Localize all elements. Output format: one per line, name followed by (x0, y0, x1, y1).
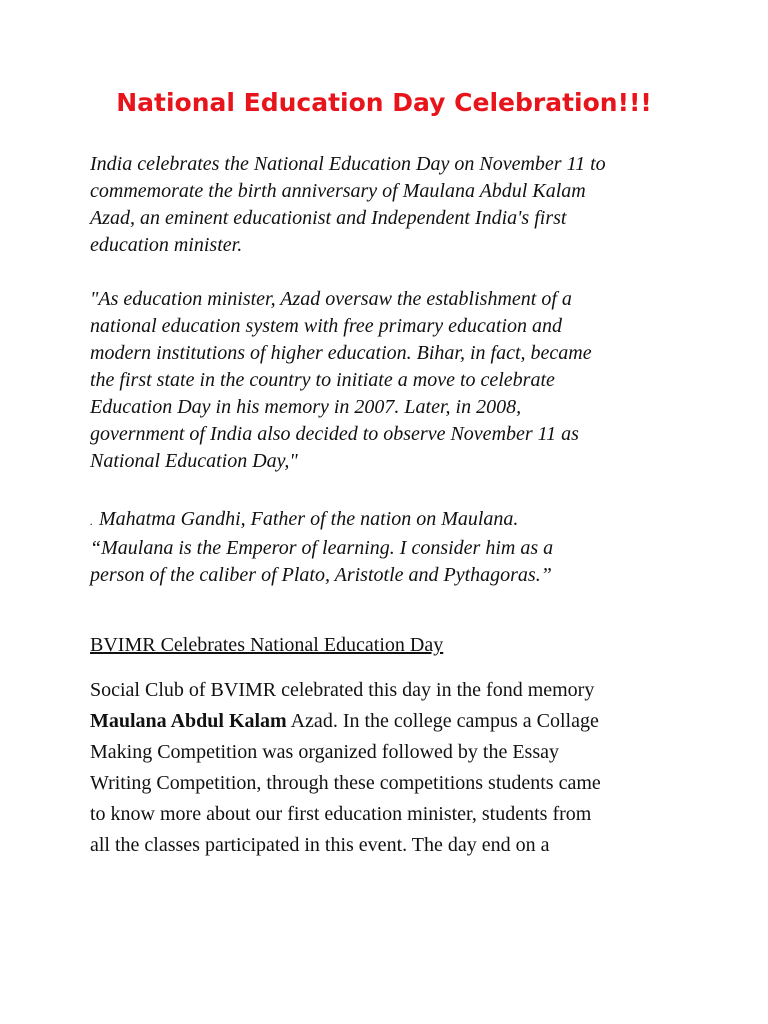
body-line: all the classes participated in this event. The day end on a (90, 834, 550, 856)
gandhi-line: person of the caliber of Plato, Aristotle and Pythagoras.” (90, 564, 552, 586)
body-line: Writing Competition, through these competitions students came (90, 772, 601, 794)
body-line: to know more about our first education minister, students from (90, 803, 592, 825)
intro-line: Azad, an eminent educationist and Independent India's first (90, 207, 567, 229)
quote-line: national education system with free primary education and (90, 315, 562, 337)
gandhi-line (90, 506, 700, 535)
body-line: Making Competition was organized followed by the Essay (90, 741, 559, 763)
gandhi-attribution: Mahatma Gandhi, Father of the nation on Maulana. (99, 508, 519, 530)
body-line: Social Club of BVIMR celebrated this day in the fond memory (90, 679, 595, 701)
intro-line: India celebrates the National Education Day on November 11 to (90, 153, 606, 175)
quote-line: government of India also decided to observe November 11 as (90, 423, 579, 445)
gandhi-quote (90, 506, 700, 589)
body-line-rest: Azad. In the college campus a Collage (286, 710, 599, 732)
body-paragraph (90, 675, 710, 861)
page-title: National Education Day Celebration!!! (116, 88, 652, 117)
gandhi-line: “Maulana is the Emperor of learning. I consider him as a (90, 537, 554, 559)
section-heading: BVIMR Celebrates National Education Day (90, 634, 444, 656)
quote-line: modern institutions of higher education. Bihar, in fact, became (90, 342, 592, 364)
body-line (90, 706, 710, 737)
quote-paragraph (90, 286, 700, 475)
quote-line: the first state in the country to initiate a move to celebrate (90, 369, 555, 391)
intro-line: education minister. (90, 234, 243, 256)
quote-line: National Education Day," (90, 450, 298, 472)
bold-name: Maulana Abdul Kalam (90, 710, 287, 732)
intro-paragraph (90, 151, 700, 259)
quote-line: Education Day in his memory in 2007. Later, in 2008, (90, 396, 522, 418)
intro-line: commemorate the birth anniversary of Maulana Abdul Kalam (90, 180, 586, 202)
quote-line: "As education minister, Azad oversaw the establishment of a (90, 288, 572, 310)
bullet-dot: . (90, 514, 93, 528)
